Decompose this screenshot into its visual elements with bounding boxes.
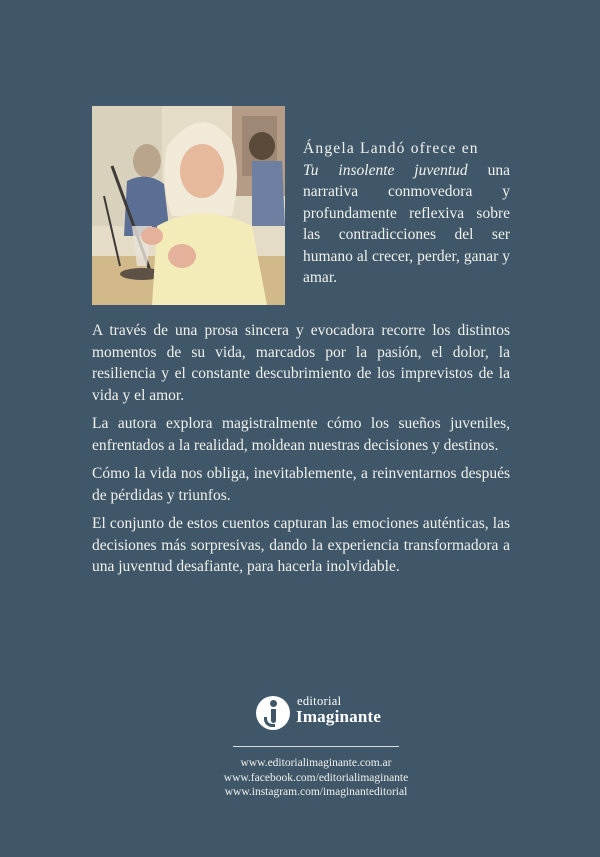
publisher-links bbox=[200, 756, 432, 800]
synopsis-paragraph-4: El conjunto de estos cuentos capturan las emociones auténticas, las decisiones más sorpresivas, dando la experiencia transformadora a una juventud desafiante, para hacerla inolvidable. bbox=[92, 515, 510, 575]
author-photo bbox=[92, 106, 285, 305]
intro-rest: una narrativa conmovedora y profundamente reflexiva sobre las contradicciones del ser humano al crecer, perder, ganar y amar. bbox=[303, 161, 510, 286]
website-link: www.editorialimaginante.com.ar bbox=[240, 757, 392, 769]
book-title: Tu insolente juventud bbox=[303, 161, 468, 179]
intro-paragraph bbox=[303, 138, 510, 289]
instagram-link: www.instagram.com/imaginanteditorial bbox=[224, 786, 408, 798]
synopsis-paragraph-1: A través de una prosa sincera y evocadora recorre los distintos momentos de su vida, marcados por la pasión, el dolor, la resiliencia y el constante descubrimiento de los imprevistos de la vida y el amor. bbox=[92, 322, 510, 404]
facebook-link: www.facebook.com/editorialimaginante bbox=[223, 771, 409, 784]
synopsis-paragraph-3: Cómo la vida nos obliga, inevitablemente, a reinventarnos después de pérdidas y triunfos. bbox=[92, 465, 510, 504]
synopsis bbox=[92, 320, 510, 585]
divider bbox=[233, 746, 399, 747]
publisher-mark-icon bbox=[256, 696, 290, 730]
publisher-name: Imaginante bbox=[296, 707, 382, 726]
publisher-logo bbox=[256, 694, 396, 734]
author-photo-illustration bbox=[92, 106, 285, 305]
synopsis-paragraph-2: La autora explora magistralmente cómo los sueños juveniles, enfrentados a la realidad, moldean nuestras decisiones y destinos. bbox=[92, 415, 510, 454]
publisher-label: editorial bbox=[297, 694, 342, 708]
intro-line-author: Ángela Landó ofrece en bbox=[303, 140, 479, 157]
